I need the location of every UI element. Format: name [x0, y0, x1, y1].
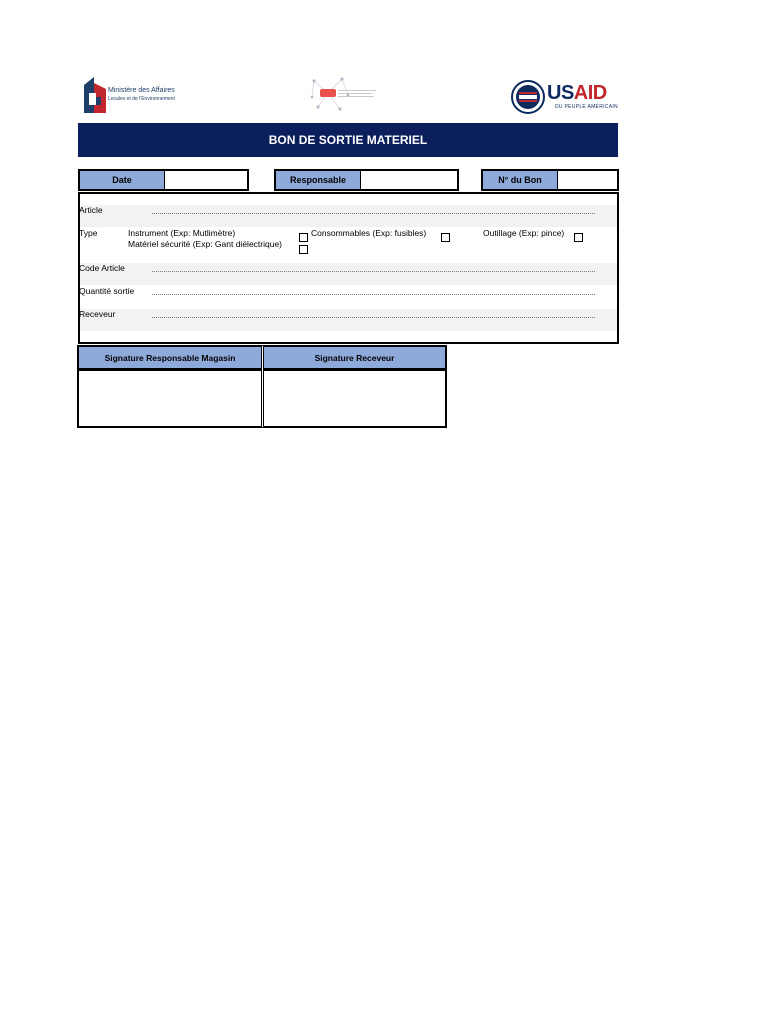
numero-input[interactable] [558, 171, 617, 189]
numero-field-group [481, 169, 619, 191]
type-option-materiel-securite: Matériel sécurité (Exp: Gant diélectrique) [128, 239, 283, 249]
usaid-seal-icon [511, 80, 545, 114]
signature-magasin-box[interactable] [78, 369, 262, 427]
signature-receveur-header: Signature Receveur [263, 346, 446, 369]
article-label: Article [79, 205, 103, 215]
ministere-line1: Ministère des Affaires [108, 87, 175, 94]
usaid-logo [511, 80, 621, 114]
responsable-field-group [274, 169, 459, 191]
quantite-input[interactable] [152, 294, 595, 295]
consommables-checkbox[interactable] [441, 233, 450, 242]
type-label: Type [79, 228, 98, 238]
type-option-outillage: Outillage (Exp: pince) [483, 228, 565, 238]
code-article-label: Code Article [79, 263, 125, 273]
type-option-instrument: Instrument (Exp: Mutlimètre) [128, 228, 236, 238]
usaid-us-text: US [547, 82, 574, 104]
outillage-checkbox[interactable] [574, 233, 583, 242]
article-input[interactable] [152, 213, 595, 214]
ministere-emblem-icon [82, 77, 108, 113]
quantite-label: Quantité sortie [79, 286, 135, 296]
quantite-row-bg [80, 286, 617, 308]
document-title: BON DE SORTIE MATERIEL [78, 123, 618, 157]
partner-logo [308, 75, 380, 113]
article-row-bg [80, 205, 617, 227]
receveur-row-bg [80, 309, 617, 331]
instrument-checkbox[interactable] [299, 233, 308, 242]
responsable-input[interactable] [361, 171, 457, 189]
usaid-subtitle: DU PEUPLE AMÉRICAIN [555, 104, 618, 110]
ministere-line2: Locales et de l'Environnement [108, 96, 175, 102]
network-logo-icon [308, 75, 380, 113]
signature-receveur-box[interactable] [263, 369, 446, 427]
numero-label: N° du Bon [483, 171, 558, 189]
type-option-consommables: Consommables (Exp: fusibles) [311, 228, 427, 238]
date-label: Date [80, 171, 165, 189]
date-field-group [78, 169, 249, 191]
responsable-label: Responsable [276, 171, 361, 189]
materiel-securite-checkbox[interactable] [299, 245, 308, 254]
receveur-label: Receveur [79, 309, 116, 319]
signature-magasin-header: Signature Responsable Magasin [78, 346, 262, 369]
code-article-input[interactable] [152, 271, 595, 272]
date-input[interactable] [165, 171, 247, 189]
usaid-aid-text: AID [573, 82, 607, 104]
receveur-input[interactable] [152, 317, 595, 318]
code-article-row-bg [80, 263, 617, 285]
ministere-logo [82, 77, 182, 113]
